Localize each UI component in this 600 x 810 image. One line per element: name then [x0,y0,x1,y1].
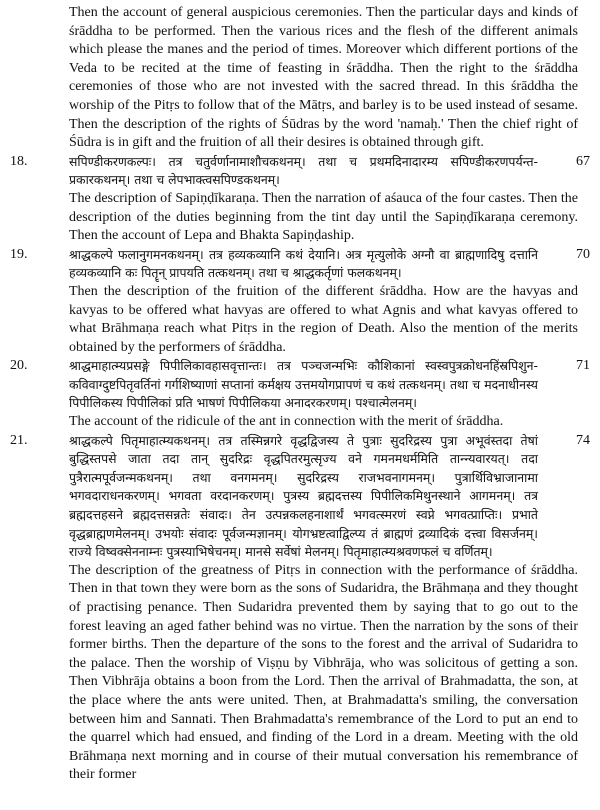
entry-number: 18. [10,153,28,169]
entry-number: 19. [10,246,28,262]
entry-19 [10,246,590,283]
entry-18 [10,153,590,190]
sanskrit-text: श्राद्धमाहात्म्यप्रसङ्गे पिपीलिकावहासवृत्तान्तः। तत्र पञ्चजन्मभिः कौशिकानां स्वस्वपुत्रक्रोधनहिंस्रपिशुन-कविवाग्दुष्टपितृवर्तिनां गर्गशिष्याणां सप्तानां कर्मक्षय उत्तमयोगप्रापणं च कथं तत्कथनम्। तथा च मदनाधीनस्य पिपीलिकस्य पिपीलिकां प्रति भाषणं पिपीलिकया अनादरकरणम्। पश्चात्मेलनम्। [69,358,538,411]
entry-21 [10,432,590,562]
sanskrit-text: श्राद्धकल्पे पितृमाहात्म्यकथनम्। तत्र तस्मिन्नगरे वृद्धद्विजस्य ते पुत्राः सुदरिद्रस्य पुत्रा अभूवंस्तदा तेषां बुद्धिस्तपसे जाता तदा तान् सुदरिद्रः वृद्धपितरमुत्सृज्य वने गमनमधर्ममिति तान्न्यवारयत्। तदा पुत्रैरात्मपूर्वजन्मकथनम्। तथा वनगमनम्। सुदरिद्रस्य राजभवनागमनम्। पुत्रार्थिविभ्राजानामा भगवदाराधनकरणम्। भगवता वरदानकरणम्। पुत्रस्य ब्रह्मदत्तस्य पिपीलिकमिथुनस्थाने आगमनम्। तत्र ब्रह्मदत्तहसने ब्रह्मदत्तसन्नतेः संवादः। तेन उत्पन्नकलहनाशार्थं भगवत्स्मरणं स्वप्ने भगवत्प्राप्तिः। प्रभाते वृद्धब्राह्मणमेलनम्। उभयोः संवादः पूर्वजन्मज्ञानम्। योगभ्रष्टत्वाद्विल्प्य तं ब्राह्मणं द्रव्यादिकं दत्त्वा विसर्जनम्। राज्ये विष्वक्सेननाम्नः पुत्रस्याभिषेचनम्। मानसे सर्वेषां मेलनम्। पितृमाहात्म्यश्रवणफलं च वर्णितम्। [69,432,538,560]
page-reference: 74 [576,432,590,448]
english-translation: Then the description of the fruition of the different śrāddha. How are the havyas and kavyas to be offered what havyas are offered to what Agnis and what kavyas offered to what Brāhmaṇa reach what Pitṛs in the region of Death. Also the mention of the merits obtained by the performers of śrāddha. [69,283,578,355]
entry-number: 21. [10,432,28,448]
intro-paragraph: Then the account of general auspicious ceremonies. Then the particular days and kinds of śrāddha to be performed. Then the various rices and the flesh of the different animals which please the manes and the period of times. Moreover which different portions of the Veda to be recited at the time of feasting in śrāddha. Then the right to the śrāddha ceremonies of those who are not invested with the sacred thread. In this śrāddha the worship of the Pitṛs to follow that of the Mātṛs, and barley is to be used instead of sesame. Then the description of the rights of Śūdras by the word 'namaḥ.' Then the chief right of Śūdra is in gift and the fruition of all their desires is obtained through gift. [69,5,578,151]
page-reference: 67 [576,153,590,169]
entry-20 [10,357,590,413]
page-reference: 71 [576,358,590,374]
sanskrit-text: सपिण्डीकरणकल्पः। तत्र चतुर्वर्णानामाशौचकथनम्। तथा च प्रथमदिनादारम्य सपिण्डीकरणपर्यन्त-प्रकारकथनम्। तथा च लेपभाक्त्वसपिण्डकथनम्। [69,153,538,188]
english-translation: The description of the greatness of Pitṛs in connection with the performance of śrāddha. Then in that town they were born as the sons of Sudaridra, the Brāhmaṇa and they thought of practising penance. Then Sudaridra prevented them by saying that to go out to the forest leaving an aged father behind was no virtue. Then the narration by the sons of their former births. Then the departure of the sons to the forest and the arrival of Sudaridra to the palace. Then the worship of Viṣṇu by Vibhrāja, who was solicitous of getting a son. Then Vibhrāja obtains a boon from the Lord. Then the arrival of Brahmadatta, the son, at the place where the ants were united. Then, at Brahmadatta's smiling, the conversation between him and Sannati. Then Brahmadatta's remembrance of the Lord to put an end to the quarrel which had ensued, and finding of the Lord in a dream. Meeting with the old Brāhmaṇa next morning and in course of their mutual conversation his remembrance of their former [69,562,578,783]
page-reference: 70 [576,246,590,262]
english-translation: The description of Sapiṇḍīkaraṇa. Then the narration of aśauca of the four castes. Then the description of the duties beginning from the tint day until the Sapiṇḍīkaraṇa ceremony. Then the account of Lepa and Bhakta Sapiṇḍaship. [69,190,578,244]
sanskrit-text: श्राद्धकल्पे फलानुगमनकथनम्। तत्र हव्यकव्यानि कथं देयानि। अत्र मृत्युलोके अग्नौ वा ब्राह्मणादिषु दत्तानि हव्यकव्यानि कः पितॄन् प्रापयति तत्कथनम्। तथा च श्राद्धकर्तृणां फलकथनम्। [69,246,538,281]
entry-number: 20. [10,358,28,374]
english-translation: The account of the ridicule of the ant in connection with the merit of śrāddha. [69,414,504,430]
